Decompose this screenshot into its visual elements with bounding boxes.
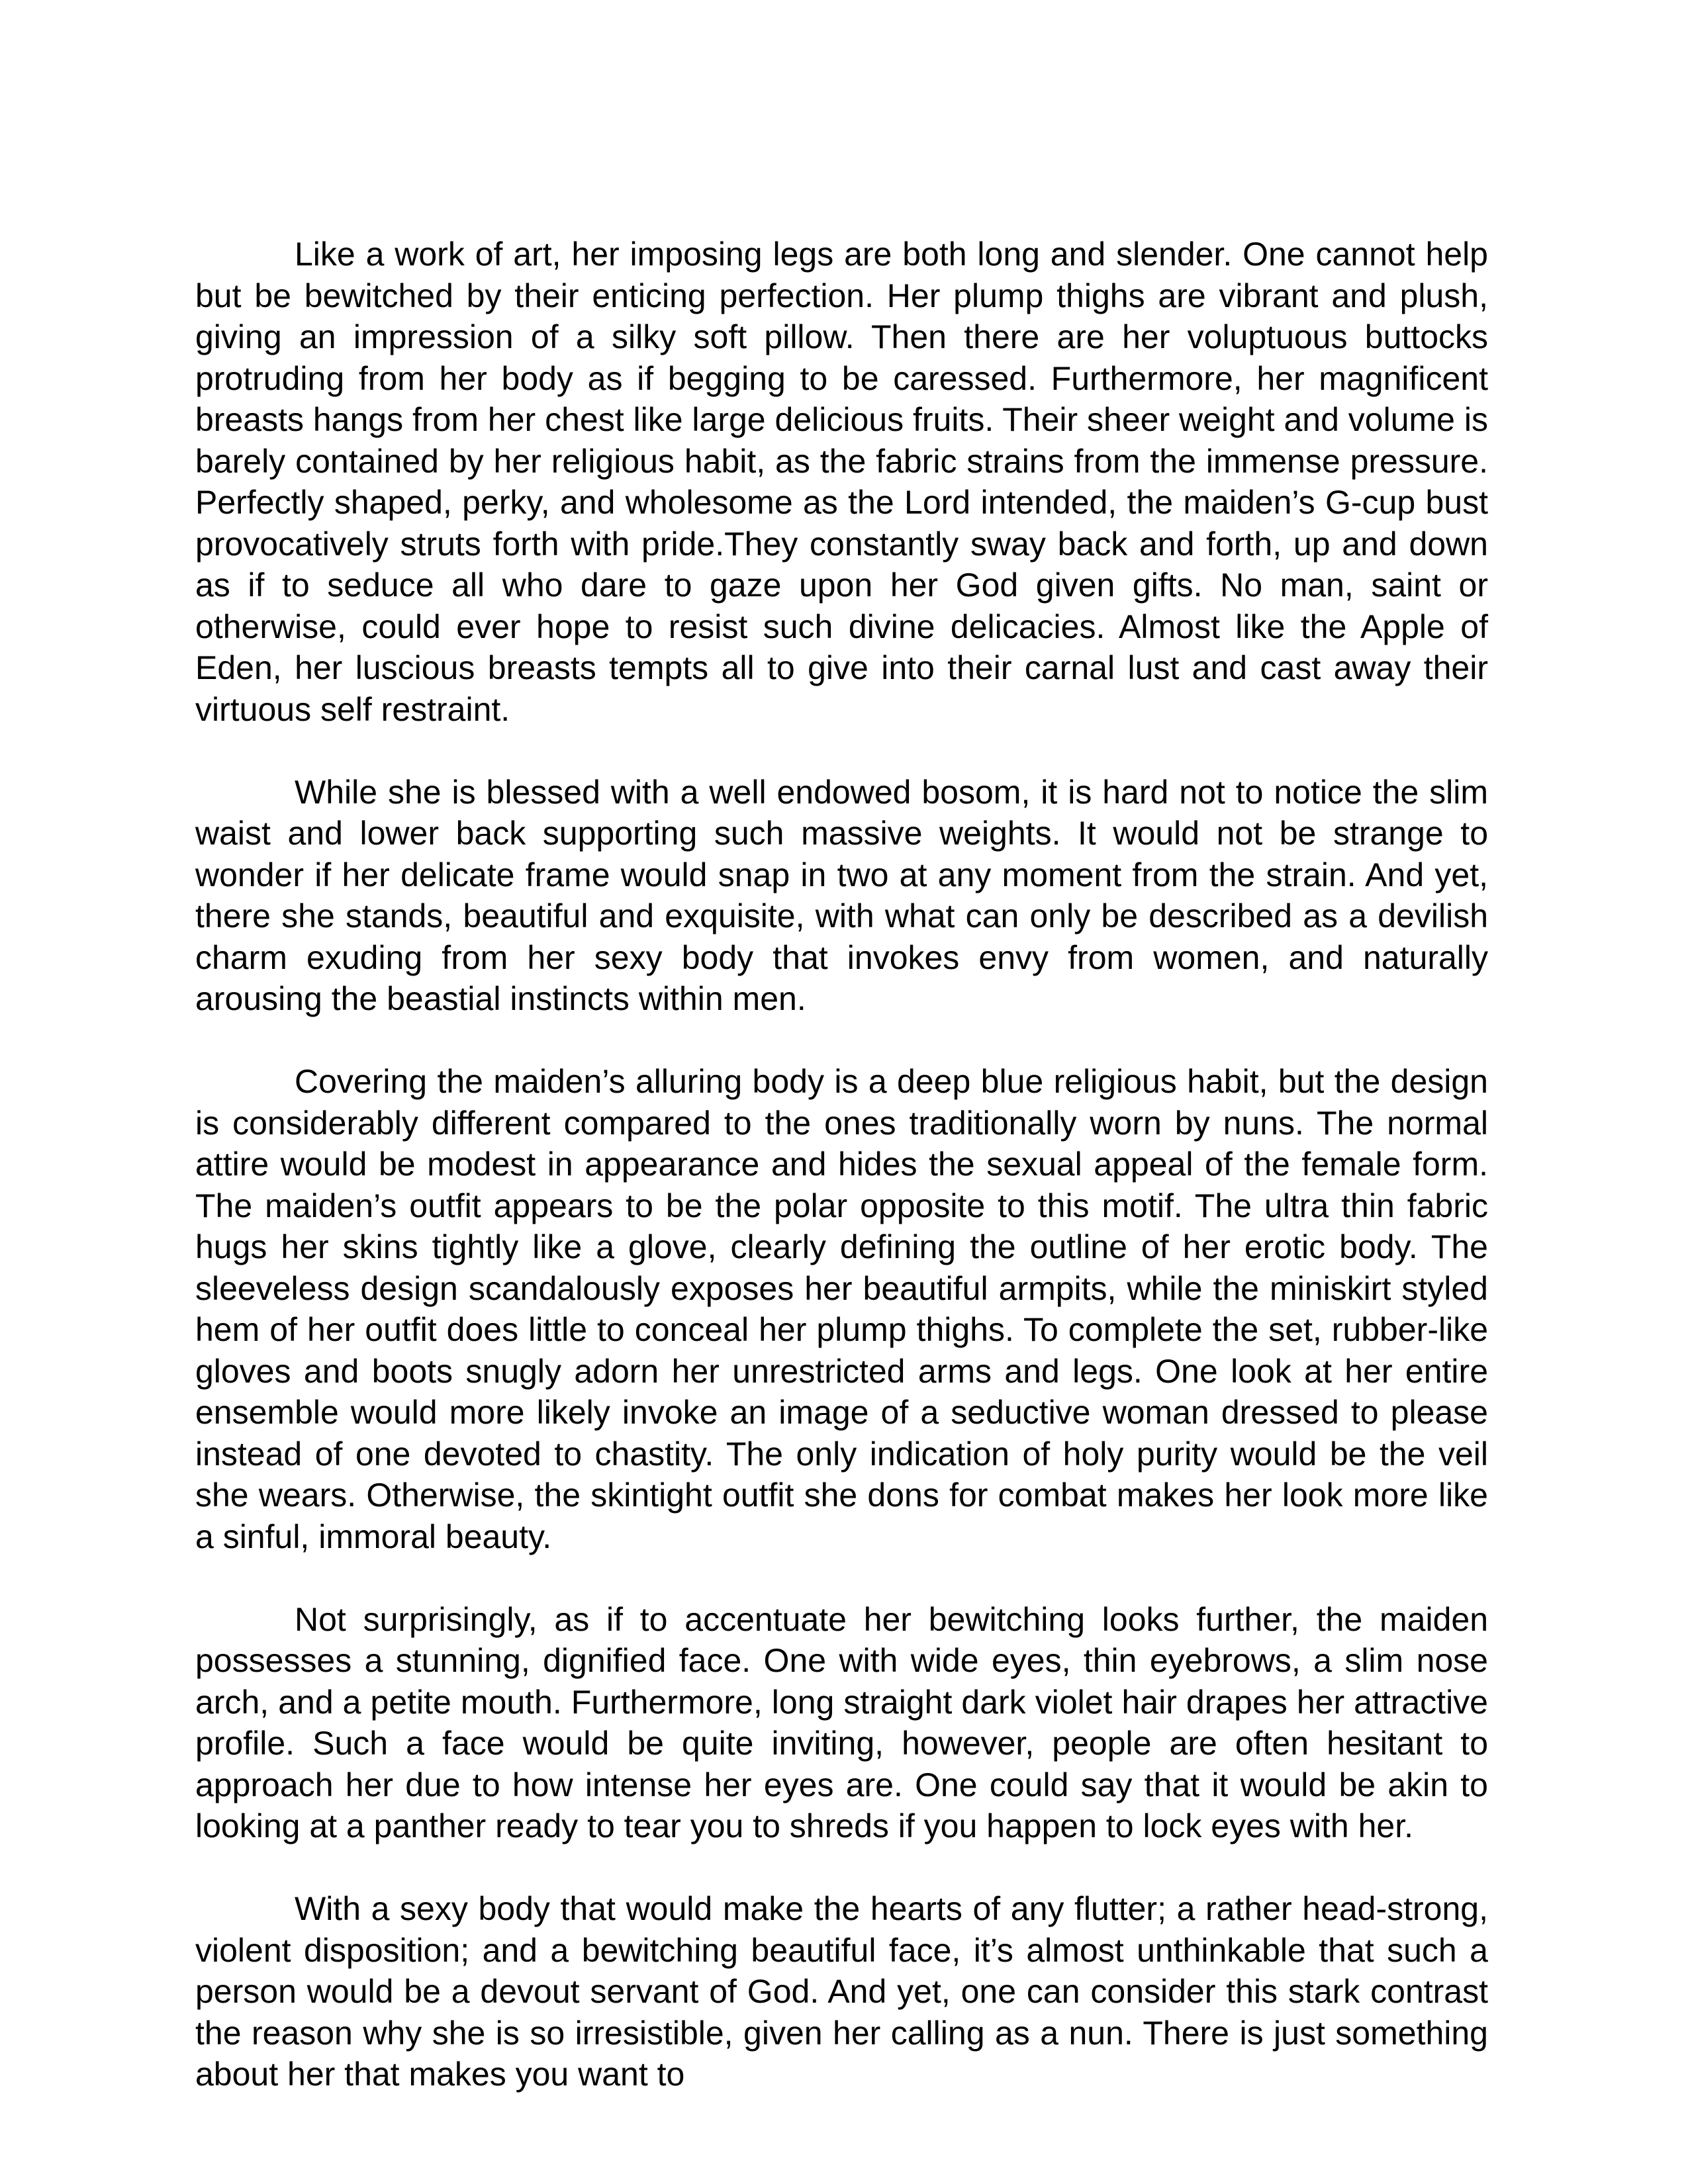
paragraph-2: While she is blessed with a well endowed bosom, it is hard not to notice the slim waist and lower back supporting such massive weights. It would not be strange to wonder if her delicate frame would snap in two at any moment from the strain. And yet, there she stands, beautiful and exquisite, with what can only be described as a devilish charm exuding from her sexy body that invokes envy from women, and naturally arousing the beastial instincts within men. (195, 773, 1488, 1017)
paragraph-3: Covering the maiden’s alluring body is a deep blue religious habit, but the design is considerably different compared to the ones traditionally worn by nuns. The normal attire would be modest in appearance and hides the sexual appeal of the female form. The maiden’s outfit appears to be the polar opposite to this motif. The ultra thin fabric hugs her skins tightly like a glove, clearly defining the outline of her erotic body. The sleeveless design scandalously exposes her beautiful armpits, while the miniskirt styled hem of her outfit does little to conceal her plump thighs. To complete the set, rubber-like gloves and boots snugly adorn her unrestricted arms and legs. One look at her entire ensemble would more likely invoke an image of a seductive woman dressed to please instead of one devoted to chastity. The only indication of holy purity would be the veil she wears. Otherwise, the skintight outfit she dons for combat makes her look more like a sinful, immoral beauty. (195, 1063, 1488, 1555)
paragraph-4: Not surprisingly, as if to accentuate her bewitching looks further, the maiden possesses a stunning, dignified face. One with wide eyes, thin eyebrows, a slim nose arch, and a petite mouth. Furthermore, long straight dark violet hair drapes her attractive profile. Such a face would be quite inviting, however, people are often hesitant to approach her due to how intense her eyes are. One could say that it would be akin to looking at a panther ready to tear you to shreds if you happen to lock eyes with her. (195, 1600, 1488, 1844)
paragraph-1: Like a work of art, her imposing legs are both long and slender. One cannot help but be bewitched by their enticing perfection. Her plump thighs are vibrant and plush, giving an impression of a silky soft pillow. Then there are her voluptuous buttocks protruding from her body as if begging to be caressed. Furthermore, her magnificent breasts hangs from her chest like large delicious fruits. Their sheer weight and volume is barely contained by her religious habit, as the fabric strains from the immense pressure. Perfectly shaped, perky, and wholesome as the Lord intended, the maiden’s G-cup bust provocatively struts forth with pride.They constantly sway back and forth, up and down as if to seduce all who dare to gaze upon her God given gifts. No man, saint or otherwise, could ever hope to resist such divine delicacies. Almost like the Apple of Eden, her luscious breasts tempts all to give into their carnal lust and cast away their virtuous self restraint. (195, 236, 1488, 728)
paragraph-5: With a sexy body that would make the hearts of any flutter; a rather head-strong, violent disposition; and a bewitching beautiful face, it’s almost unthinkable that such a person would be a devout servant of God. And yet, one can consider this stark contrast the reason why she is so irresistible, given her calling as a nun. There is just something about her that makes you want to (195, 1890, 1488, 2093)
document-text-body (195, 234, 1488, 2095)
